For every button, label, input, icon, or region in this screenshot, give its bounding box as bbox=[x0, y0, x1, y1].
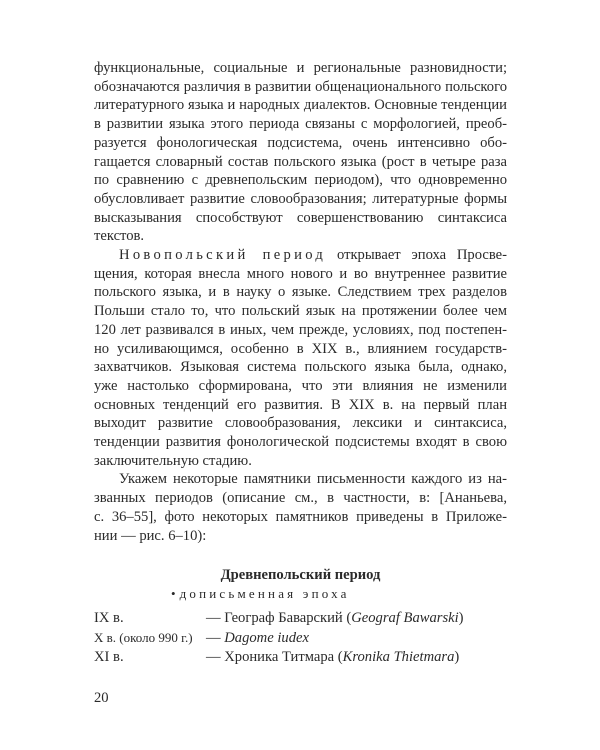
paragraph-1-line: литературного языка и народных диалектов. Основные тенденции bbox=[94, 97, 507, 114]
page-number: 20 bbox=[94, 690, 109, 706]
bullet-icon: • bbox=[171, 586, 176, 601]
paragraph-2-line: заключительную стадию. bbox=[94, 452, 252, 469]
period-source: — Хроника Титмара (Kronika Thietmara) bbox=[206, 649, 460, 665]
paragraph-2-line: уже настолько сформирована, что эти влияния не изменили bbox=[94, 377, 507, 394]
period-date: X в. (около 990 г.) bbox=[94, 629, 193, 645]
paragraph-1-line: обусловливает развитие словообразования; литературные формы bbox=[94, 190, 507, 207]
paragraph-2-line: захватчиков. Языковая система польского языка была, однако, bbox=[94, 359, 507, 376]
paragraph-3-line: званных периодов (описание см., в частности, в: [Ананьева, bbox=[94, 490, 507, 507]
paragraph-2-line: 120 лет развивался в иных, чем прежде, условиях, под постепен- bbox=[94, 321, 507, 338]
epoch-label bbox=[171, 586, 350, 602]
spaced-term: Новопольский период bbox=[119, 247, 327, 264]
period-row bbox=[94, 630, 514, 650]
paragraph-1-line: гащается словарный состав польского языка (рост в четыре раза bbox=[94, 153, 507, 170]
paragraph-1-line: по сравнению с древнепольским периодом), что одновременно bbox=[94, 172, 507, 189]
first-line-rest: открывает эпоха Просве- bbox=[336, 247, 507, 264]
paragraph-1-line: обозначаются различия в развитии общенационального польского bbox=[94, 78, 507, 95]
paragraph-3-line: нии — рис. 6–10): bbox=[94, 527, 207, 544]
period-date: IX в. bbox=[94, 610, 124, 626]
paragraph-1-line: текстов. bbox=[94, 228, 145, 245]
paragraph-2-line: щения, которая внесла много нового и во внутреннее развитие bbox=[94, 265, 507, 282]
paragraph-1-line: в развитии языка этого периода связаны с морфологией, преоб- bbox=[94, 116, 507, 133]
paragraph-1-line: высказывания способствуют совершенствованию синтаксиса bbox=[94, 209, 507, 226]
paragraph-1-line: разуется фонологическая подсистема, очень интенсивно обо- bbox=[94, 134, 507, 151]
period-row bbox=[94, 610, 514, 630]
paragraph-2-line: тенденции развития фонологической подсистемы входят в свою bbox=[94, 434, 507, 451]
period-source: — Географ Баварский (Geograf Bawarski) bbox=[206, 610, 464, 626]
paragraph-2-line: Польши стало то, что польский язык на протяжении более чем bbox=[94, 303, 507, 320]
paragraph-2-first-line bbox=[94, 246, 507, 265]
paragraph-2-line: но усиливающимся, особенно в XIX в., влиянием государств- bbox=[94, 340, 507, 357]
paragraph-2-line: польского языка, и в науку о языке. Следствием трех разделов bbox=[94, 284, 507, 301]
paragraph-1-line: функциональные, социальные и региональные разновидности; bbox=[94, 60, 507, 76]
paragraph-2-line: основных тенденций его развития. В XIX в. на первый план bbox=[94, 396, 507, 413]
epoch-text: дописьменная эпоха bbox=[179, 586, 350, 601]
paragraph-3-line: Укажем некоторые памятники письменности каждого из на- bbox=[119, 471, 507, 488]
period-source: — Dagome iudex bbox=[206, 629, 309, 646]
period-date: XI в. bbox=[94, 649, 124, 665]
section-heading: Древнепольский период bbox=[220, 567, 381, 583]
body-text bbox=[94, 59, 507, 545]
paragraph-2-line: выходит развитие словообразования, лексики и синтаксиса, bbox=[94, 415, 507, 432]
paragraph-3-line: с. 36–55], фото некоторых памятников приведены в Приложе- bbox=[94, 508, 507, 525]
period-list bbox=[94, 610, 514, 669]
period-row bbox=[94, 649, 514, 669]
